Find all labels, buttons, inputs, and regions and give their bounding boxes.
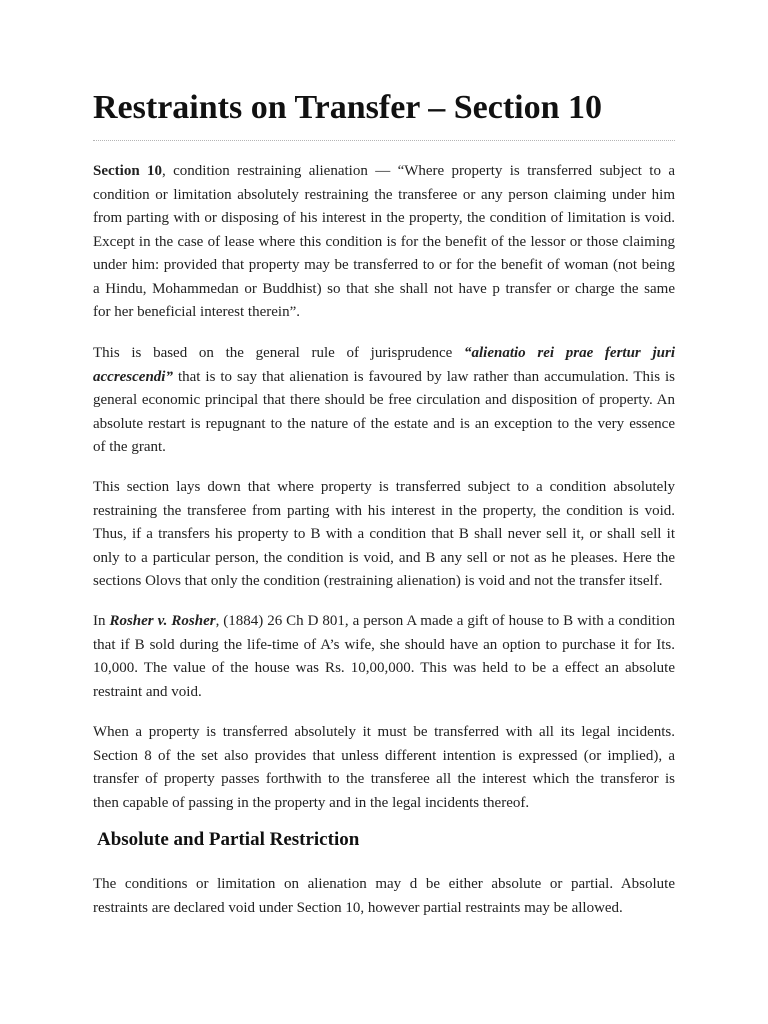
- text-line: This is based on the general rule of jurisprudence “alienatio rei prae fertur juri: [93, 345, 675, 361]
- text-line: Section 8 of the set also provides that unless different intention is expressed (or implied), a: [93, 747, 675, 764]
- latin-maxim-end: accrescendi”: [93, 368, 173, 385]
- paragraph-absolute-partial: [93, 873, 675, 920]
- text-line: general economic principal that there should be free circulation and disposition of property. An: [93, 392, 675, 408]
- text-line: accrescendi” that is to say that alienation is favoured by law rather than accumulation. This is: [93, 368, 675, 385]
- paragraph-rosher-case: [93, 610, 675, 704]
- text-line: Section 10, condition restraining alienation — “Where property is transferred subject to a: [93, 163, 675, 179]
- text-line: In Rosher v. Rosher, (1884) 26 Ch D 801, a person A made a gift of house to B with a condition: [93, 613, 675, 629]
- text-line: that if B sold during the life-time of A’s wife, she should have an option to purchase it for Its.: [93, 636, 675, 653]
- text-line: The conditions or limitation on alienation may d be either absolute or partial. Absolute: [93, 876, 675, 892]
- text-line: 10,000. The value of the house was Rs. 10,00,000. This was held to be a effect an absolute: [93, 660, 675, 676]
- text-line: sections Olovs that only the condition (restraining alienation) is void and not the transfer itself.: [93, 573, 663, 589]
- text-line: of the grant.: [93, 439, 166, 455]
- text-line: absolute restart is repugnant to the nature of the estate and is an exception to the very essence: [93, 415, 675, 432]
- text-line: only to a particular person, the condition is void, and B any sell or not as he pleases. Here the: [93, 549, 675, 566]
- text-line: condition or limitation absolutely restraining the transferee or any person claiming under him: [93, 186, 675, 203]
- text-line: When a property is transferred absolutely it must be transferred with all its legal incidents.: [93, 724, 675, 740]
- text-line: under him: provided that property may be transferred to or for the benefit of woman (not being: [93, 257, 675, 273]
- paragraph-legal-incidents: [93, 721, 675, 815]
- text-line: Thus, if a transfers his property to B with a condition that B shall never sell it, or shall sell it: [93, 526, 675, 542]
- paragraph-section-10: [93, 160, 675, 325]
- text-line: restraint and void.: [93, 683, 202, 700]
- text-line: a Hindu, Mohammedan or Buddhist) so that she shall not have p transfer or charge the same: [93, 280, 675, 297]
- text-line: from parting with or disposing of his interest in the property, the condition of limitation is void.: [93, 210, 675, 226]
- case-name: Rosher v. Rosher: [109, 613, 216, 629]
- section-heading: Absolute and Partial Restriction: [97, 829, 360, 850]
- paragraph-jurisprudence: [93, 342, 675, 460]
- text-line: then capable of passing in the property and in the legal incidents thereof.: [93, 794, 530, 811]
- text-line: transfer of property passes forthwith to the transferee all the interest which the transferor is: [93, 771, 675, 787]
- title-divider: [93, 140, 675, 141]
- text-line: restraints are declared void under Section 10, however partial restraints may be allowed.: [93, 899, 623, 916]
- text-line: for her beneficial interest therein”.: [93, 304, 300, 320]
- paragraph-section-explained: [93, 476, 675, 594]
- text-line: Except in the case of lease where this condition is for the benefit of the lessor or those claiming: [93, 233, 675, 250]
- page-title: Restraints on Transfer – Section 10: [93, 89, 603, 126]
- text-line: restraining the transferee from parting with his interest in the property, the condition is void.: [93, 502, 675, 519]
- section-reference: Section 10: [93, 163, 163, 179]
- latin-maxim: “alienatio rei prae fertur juri: [464, 345, 675, 361]
- text-line: This section lays down that where property is transferred subject to a condition absolutely: [93, 479, 675, 495]
